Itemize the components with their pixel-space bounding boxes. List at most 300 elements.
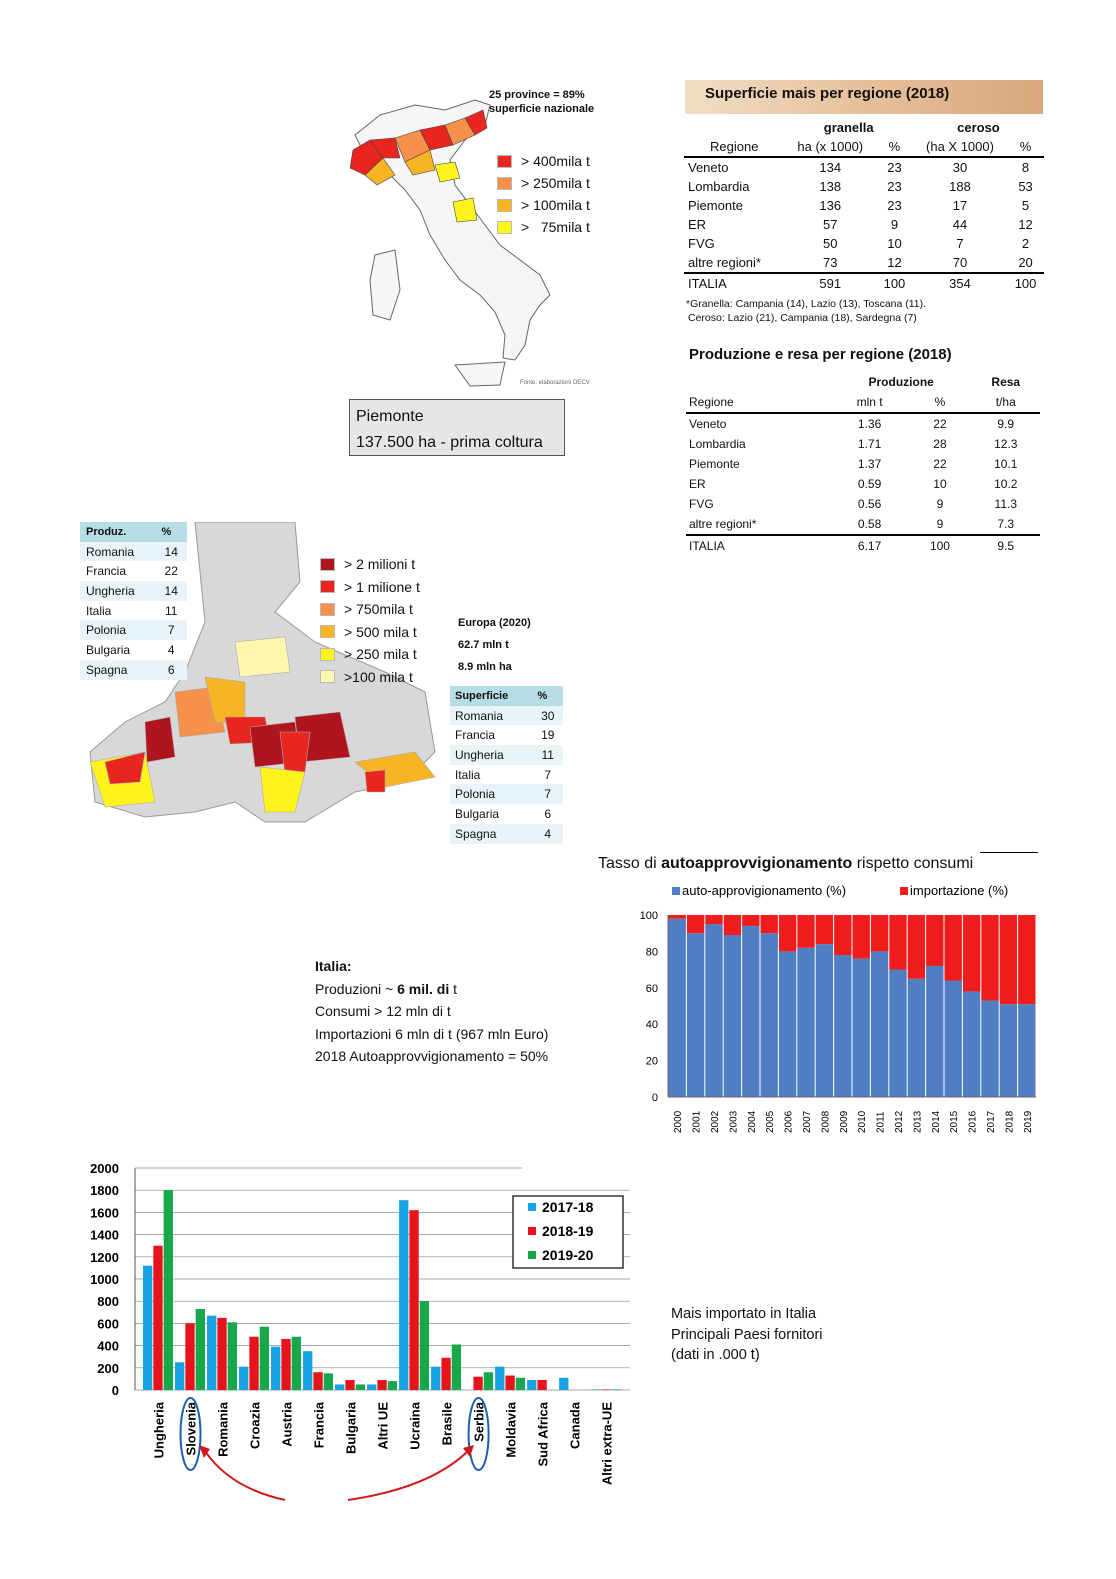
bar-2018-19 [345, 1380, 354, 1390]
legend-item: > 400mila t [497, 150, 590, 172]
italy-map-title: 25 province = 89% superficie nazionale [489, 89, 595, 115]
y-tick-label: 1400 [90, 1227, 119, 1243]
table-cell: 2 [1021, 236, 1030, 251]
group-header: Produzione [868, 375, 934, 389]
bar-2017-18 [495, 1367, 504, 1390]
bar-2017-18 [207, 1316, 216, 1390]
arrow-icon [205, 1451, 285, 1500]
bar-import [945, 915, 962, 981]
bar-2017-18 [591, 1389, 600, 1390]
table-row [686, 514, 1040, 535]
y-tick-label: 0 [651, 1092, 658, 1104]
table-cell: 6 [167, 662, 175, 677]
column-header: % [533, 686, 564, 706]
x-tick-label: 2009 [838, 1110, 850, 1133]
bar-2019-20 [452, 1344, 461, 1390]
column-header: % [888, 139, 901, 154]
y-tick-label: 60 [645, 982, 658, 995]
bar-2019-20 [612, 1389, 621, 1390]
piemonte-box: Piemonte 137.500 ha - prima coltura [349, 399, 565, 456]
bar-auto [705, 924, 722, 1097]
region-red [280, 732, 310, 774]
bar-auto [963, 991, 980, 1097]
bar-import [705, 915, 722, 924]
y-tick-label: 400 [97, 1338, 119, 1354]
table-cell: 12 [887, 255, 902, 270]
table-cell: 9 [936, 517, 944, 531]
bar-2017-18 [335, 1384, 344, 1390]
table-cell: 5 [1021, 198, 1030, 213]
column-header: Regione [689, 395, 734, 409]
table-row [684, 253, 1044, 273]
bar-import [761, 915, 778, 933]
table-row [450, 804, 563, 824]
table-cell: 30 [952, 160, 968, 175]
table-row [684, 215, 1044, 234]
x-tick-label: Sud Africa [535, 1402, 551, 1467]
title-rule [980, 852, 1038, 853]
bar-2018-19 [249, 1337, 258, 1390]
bar-auto [981, 1001, 998, 1097]
bar-auto [926, 966, 943, 1097]
bar-2017-18 [559, 1378, 568, 1390]
bar-2017-18 [399, 1200, 408, 1390]
table-row [450, 706, 563, 726]
legend-item: > 2 milioni t [320, 553, 420, 576]
bar-import [816, 915, 833, 944]
table-cell: 22 [164, 564, 178, 579]
bar-auto [1018, 1004, 1035, 1097]
superficie-rows [684, 157, 1044, 273]
group-header: ceroso [957, 120, 1000, 135]
europa-produzione-table [80, 522, 187, 680]
y-tick-label: 40 [645, 1019, 658, 1032]
bar-2019-20 [484, 1372, 493, 1390]
table-row [450, 765, 563, 785]
legend-label: auto-approvigionamento (%) [682, 883, 847, 898]
table-total-row: ITALIA 6.17 100 9.5 [686, 535, 1040, 556]
region-dark-red [145, 717, 175, 762]
bar-2017-18 [143, 1266, 152, 1390]
x-tick-label: 2001 [691, 1110, 703, 1133]
table-cell: 7 [544, 787, 552, 802]
table-cell: 1.36 [857, 417, 882, 431]
superficie-title: Superficie mais per regione (2018) [685, 80, 1043, 114]
bar-import [981, 915, 998, 1001]
table-cell: 14 [164, 544, 178, 559]
table-cell: 53 [1018, 179, 1033, 194]
bar-import [669, 915, 686, 919]
table-cell: 7.3 [997, 517, 1015, 531]
table-row [686, 454, 1040, 474]
europa-info: Europa (2020) 62.7 mln t 8.9 mln ha [458, 617, 531, 673]
table-cell: 7 [167, 623, 175, 638]
table-cell: Polonia [455, 787, 496, 802]
table-cell: FVG [689, 497, 714, 511]
table-row [686, 494, 1040, 514]
x-tick-label: 2013 [912, 1110, 924, 1133]
bar-2017-18 [431, 1367, 440, 1390]
bar-auto [687, 933, 704, 1097]
table-cell: 9 [890, 217, 899, 232]
table-cell: 4 [167, 642, 175, 657]
bar-2018-19 [313, 1372, 322, 1390]
table-cell: Veneto [688, 160, 729, 175]
region-pale [235, 637, 290, 677]
bar-2018-19 [217, 1318, 226, 1390]
table-cell: 11 [165, 603, 178, 618]
table-row [684, 177, 1044, 196]
bar-import [871, 915, 888, 951]
table-row [686, 434, 1040, 454]
province-yellow [453, 198, 477, 222]
bar-auto [853, 959, 870, 1097]
x-tick-label: 2014 [930, 1110, 942, 1133]
import-caption: Mais importato in Italia Principali Paesi fornitori (dati in .000 t) [671, 1306, 823, 1363]
table-cell: 0.58 [857, 517, 882, 531]
legend-label: 2018-19 [542, 1223, 594, 1239]
table-cell: 11.3 [994, 497, 1017, 511]
y-tick-label: 80 [645, 946, 658, 959]
table-cell: 22 [933, 457, 947, 471]
bar-auto [797, 948, 814, 1097]
table-cell: 73 [823, 255, 838, 270]
legend-swatch-icon [528, 1203, 536, 1211]
legend-swatch-icon [528, 1227, 536, 1235]
x-tick-label: 2010 [857, 1110, 869, 1133]
x-tick-label: Serbia [471, 1402, 487, 1442]
table-cell: 23 [887, 179, 902, 194]
table-cell: 138 [819, 179, 842, 194]
bar-auto [779, 951, 796, 1097]
italia-summary: Italia: Produzioni ~ 6 mil. di t Consumi > 12 mln di t Importazioni 6 mln di t (967 mln Euro) 2018 Autoapprovvigionamento = 50% [315, 958, 549, 1065]
legend-item: > 100mila t [497, 194, 590, 216]
produzione-title: Produzione e resa per regione (2018) [689, 346, 952, 363]
table-row [80, 660, 187, 680]
y-tick-label: 600 [97, 1316, 119, 1332]
legend-item: > 1 milione t [320, 576, 420, 599]
table-cell: Spagna [86, 662, 128, 677]
y-tick-label: 0 [111, 1383, 119, 1398]
table-cell: 1.37 [857, 457, 882, 471]
legend-label: 2017-18 [542, 1199, 594, 1215]
italy-map-legend [497, 150, 590, 238]
table-cell: 12 [1018, 217, 1033, 232]
x-tick-label: Croazia [247, 1402, 263, 1449]
table-row [80, 620, 187, 640]
column-header: % [155, 522, 187, 542]
bar-auto [945, 981, 962, 1097]
bar-2019-20 [196, 1309, 205, 1390]
bar-2019-20 [228, 1322, 237, 1390]
bar-import [963, 915, 980, 991]
sardinia-outline [370, 250, 400, 320]
bar-2018-19 [441, 1358, 450, 1390]
table-cell: 10.1 [994, 457, 1018, 471]
x-tick-label: 2004 [746, 1110, 758, 1133]
table-cell: 9 [936, 497, 944, 511]
y-tick-label: 1200 [90, 1249, 119, 1265]
table-row [684, 196, 1044, 215]
y-tick-label: 200 [97, 1360, 119, 1376]
x-tick-label: Altri UE [375, 1402, 391, 1450]
x-tick-label: 2002 [710, 1110, 721, 1133]
table-cell: 7 [544, 767, 552, 782]
bar-import [797, 915, 814, 948]
x-tick-label: Austria [279, 1402, 295, 1447]
legend-label: 2019-20 [542, 1247, 594, 1263]
arrow-icon [348, 1451, 468, 1500]
table-cell: FVG [688, 236, 715, 251]
table-cell: 28 [933, 437, 947, 451]
table-cell: 9.9 [997, 417, 1015, 431]
table-cell: Ungheria [455, 747, 504, 762]
legend-swatch-icon [320, 580, 335, 593]
column-header: mln t [856, 395, 883, 409]
bar-2018-19 [473, 1377, 482, 1390]
legend-item: > 250mila t [497, 172, 590, 194]
legend-item: > 250 mila t [320, 643, 420, 666]
column-header: Produz. [80, 522, 155, 542]
bar-import [1000, 915, 1017, 1004]
table-cell: Ungheria [86, 583, 135, 598]
bar-2018-19 [537, 1380, 546, 1390]
table-cell: 0.56 [857, 497, 882, 511]
legend-swatch-icon [900, 887, 908, 895]
x-tick-label: Brasile [439, 1402, 455, 1446]
table-cell: 11 [541, 747, 554, 762]
x-tick-label: Francia [311, 1402, 327, 1449]
bar-2019-20 [292, 1337, 301, 1390]
bar-auto [742, 926, 759, 1097]
bar-import [724, 915, 741, 935]
table-row [684, 157, 1044, 177]
bar-2019-20 [356, 1384, 365, 1390]
y-tick-label: 20 [645, 1055, 658, 1068]
bar-2019-20 [516, 1378, 525, 1390]
table-cell: 7 [956, 236, 964, 251]
table-cell: Piemonte [689, 457, 740, 471]
europa-produzione-rows [80, 542, 187, 680]
bar-2017-18 [527, 1380, 536, 1390]
bar-auto [669, 919, 686, 1097]
table-cell: 22 [933, 417, 947, 431]
legend-swatch-icon [497, 199, 512, 212]
table-cell: 10.2 [994, 477, 1018, 491]
table-cell: 188 [949, 179, 971, 194]
x-tick-label: Bulgaria [343, 1402, 359, 1455]
legend-swatch-icon [320, 558, 335, 571]
table-row [80, 542, 187, 562]
x-tick-label: Canada [567, 1402, 583, 1449]
bar-import [834, 915, 851, 955]
bar-import [779, 915, 796, 951]
bar-2019-20 [388, 1381, 397, 1390]
table-row [80, 640, 187, 660]
x-tick-label: 2019 [1022, 1110, 1034, 1133]
table-row [80, 601, 187, 621]
table-cell: Piemonte [688, 198, 743, 213]
bar-2017-18 [175, 1362, 184, 1390]
x-tick-label: 2005 [765, 1110, 777, 1133]
bar-import [742, 915, 759, 926]
table-row [80, 581, 187, 601]
bar-2018-19 [409, 1210, 418, 1390]
bar-2018-19 [377, 1380, 386, 1390]
y-tick-label: 1800 [90, 1183, 119, 1199]
x-tick-label: Romania [215, 1402, 231, 1457]
table-row [686, 413, 1040, 434]
sicily-outline [455, 362, 505, 386]
legend-item: > 75mila t [497, 216, 590, 238]
import-chart [80, 1158, 640, 1503]
y-tick-label: 2000 [90, 1161, 119, 1176]
bar-import [1018, 915, 1035, 1004]
x-tick-label: 2012 [894, 1110, 905, 1133]
bar-auto [724, 935, 741, 1097]
table-row [450, 725, 563, 745]
superficie-table [684, 118, 1044, 293]
bar-2019-20 [420, 1301, 429, 1390]
column-header: Superficie [450, 686, 533, 706]
bar-2017-18 [239, 1367, 248, 1390]
bar-auto [908, 979, 925, 1097]
x-tick-label: Slovenia [183, 1402, 199, 1456]
x-tick-label: 2006 [783, 1110, 795, 1133]
column-header: % [1019, 139, 1032, 154]
x-tick-label: Moldavia [503, 1402, 519, 1458]
table-cell: 134 [819, 160, 842, 175]
bar-2018-19 [281, 1339, 290, 1390]
table-total-row: ITALIA 591 100 354 100 [684, 273, 1044, 293]
bar-import [889, 915, 906, 970]
table-cell: Bulgaria [455, 806, 500, 821]
table-cell: altre regioni* [688, 255, 761, 270]
table-cell: ER [688, 217, 707, 232]
bar-2018-19 [185, 1323, 194, 1390]
tasso-chart [628, 878, 1048, 1140]
x-tick-label: 2017 [986, 1110, 997, 1133]
table-cell: 23 [887, 198, 902, 213]
bar-auto [761, 933, 778, 1097]
x-tick-label: Altri extra-UE [599, 1402, 615, 1486]
table-row [450, 784, 563, 804]
x-tick-label: 2007 [802, 1110, 813, 1133]
bar-auto [871, 951, 888, 1097]
group-header: Resa [991, 375, 1021, 389]
table-row [684, 234, 1044, 253]
table-cell: ER [689, 477, 706, 491]
table-cell: Italia [455, 767, 481, 782]
table-cell: 19 [541, 728, 555, 743]
column-header: (ha X 1000) [926, 139, 994, 154]
table-cell: 6 [544, 806, 552, 821]
legend-item: > 750mila t [320, 598, 420, 621]
bar-import [687, 915, 704, 933]
legend-swatch-icon [320, 603, 335, 616]
table-row [80, 561, 187, 581]
bar-2017-18 [303, 1351, 312, 1390]
y-tick-label: 100 [639, 910, 658, 922]
table-cell: 1.71 [857, 437, 882, 451]
x-tick-label: 2015 [949, 1110, 961, 1133]
table-row [450, 824, 563, 844]
bar-2019-20 [260, 1327, 269, 1390]
table-cell: 57 [823, 217, 838, 232]
table-cell: 44 [952, 217, 968, 232]
column-header: ha (x 1000) [797, 139, 864, 154]
y-tick-label: 1600 [90, 1205, 119, 1221]
legend-swatch-icon [320, 648, 335, 661]
table-cell: 12.3 [994, 437, 1018, 451]
legend-swatch-icon [528, 1251, 536, 1259]
bar-auto [834, 955, 851, 1097]
x-tick-label: 2018 [1004, 1110, 1016, 1133]
x-tick-label: 2000 [673, 1110, 685, 1133]
bar-2018-19 [505, 1376, 514, 1390]
table-cell: Bulgaria [86, 642, 131, 657]
bar-2018-19 [601, 1389, 610, 1390]
europa-superficie-table [450, 686, 563, 844]
table-cell: 8 [1021, 160, 1030, 175]
bar-auto [889, 970, 906, 1097]
column-header: t/ha [995, 395, 1016, 409]
bar-2017-18 [367, 1384, 376, 1390]
europe-map-legend [320, 553, 420, 688]
column-header: % [934, 395, 946, 409]
table-cell: 30 [541, 708, 555, 723]
table-cell: Polonia [86, 623, 127, 638]
table-cell: altre regioni* [689, 517, 757, 531]
table-cell: 14 [164, 583, 178, 598]
x-tick-label: 2003 [728, 1110, 740, 1133]
x-tick-label: Ucraina [407, 1402, 423, 1450]
table-cell: Spagna [455, 826, 497, 841]
table-cell: Lombardia [689, 437, 746, 451]
legend-swatch-icon [672, 887, 680, 895]
table-cell: 23 [887, 160, 902, 175]
table-cell: 70 [952, 255, 968, 270]
x-tick-label: Ungheria [151, 1402, 167, 1459]
column-header: Regione [710, 139, 759, 154]
tasso-title: Tasso di autoapprovvigionamento rispetto consumi [598, 855, 974, 872]
legend-item: >100 mila t [320, 666, 420, 689]
table-cell: Veneto [689, 417, 727, 431]
table-cell: Romania [86, 544, 135, 559]
x-tick-label: 2008 [820, 1110, 832, 1133]
produzione-table [686, 372, 1040, 556]
legend-swatch-icon [320, 625, 335, 638]
table-cell: Lombardia [688, 179, 750, 194]
x-tick-label: 2011 [875, 1111, 887, 1133]
table-cell: 10 [887, 236, 902, 251]
europa-superficie-rows [450, 706, 563, 844]
group-header: granella [823, 120, 874, 135]
bar-import [853, 915, 870, 959]
legend-item: > 500 mila t [320, 621, 420, 644]
produzione-rows [686, 413, 1040, 535]
region-red [365, 770, 385, 792]
table-cell: Francia [455, 728, 496, 743]
table-cell: Italia [86, 603, 112, 618]
bar-import [908, 915, 925, 979]
legend-swatch-icon [497, 177, 512, 190]
bar-import [926, 915, 943, 966]
y-tick-label: 800 [97, 1294, 119, 1310]
table-cell: 0.59 [857, 477, 882, 491]
table-cell: Romania [455, 708, 504, 723]
superficie-note: *Granella: Campania (14), Lazio (13), Toscana (11). Ceroso: Lazio (21), Campania (18), Sardegna (7) [686, 298, 927, 324]
